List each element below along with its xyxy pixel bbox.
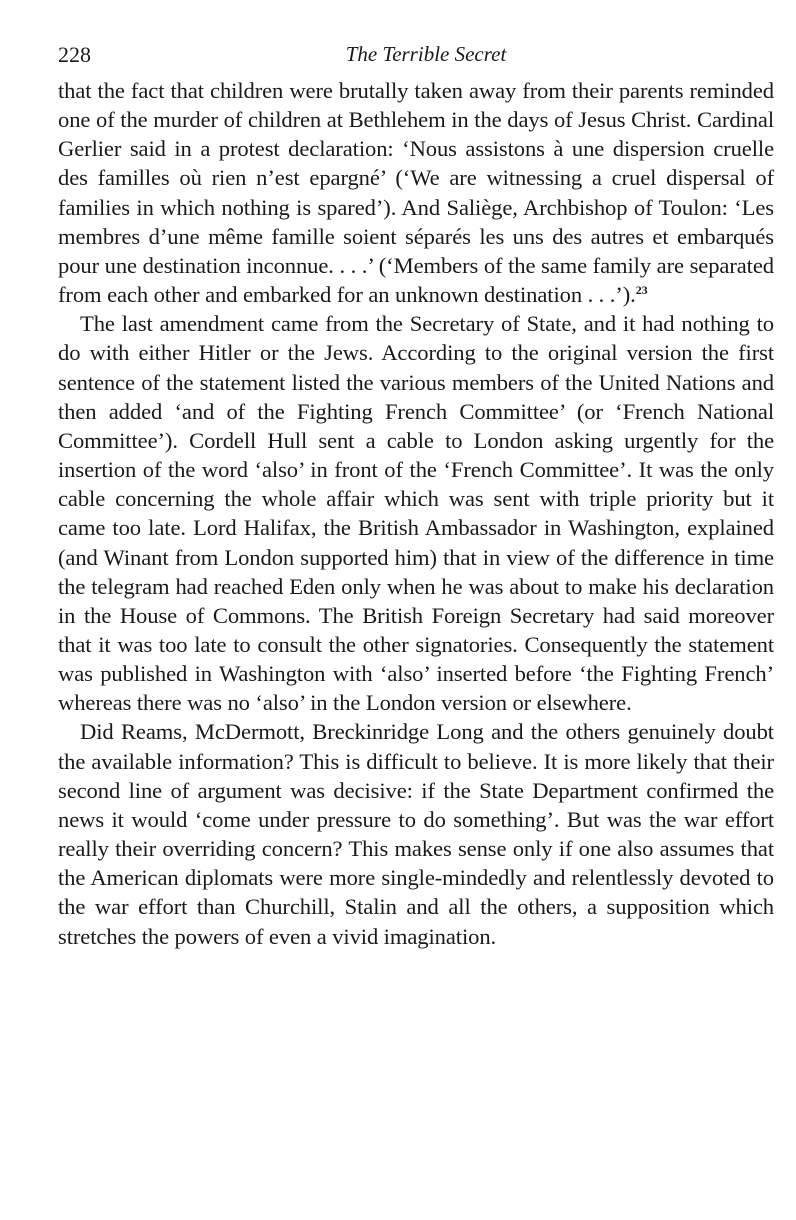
paragraph-1-text: that the fact that children were brutally taken away from their parents reminded one of the murder of children at Bethlehem in the days of Jesus Christ. Cardinal Gerlier said in a protest declaration: ‘Nous assistons à une dispersion cruelle des familles où rien n’est epargné’ (‘We are witnessing a cruel dispersal of families in which nothing is spared’). And Saliège, Archbishop of Toulon: ‘Les membres d’une même famille soient séparés les uns des autres et embarqués pour une destination inconnue. . . .’ (‘Members of the same family are separated from each other and embarked for an unknown destination . . .’). <box>58 78 774 308</box>
paragraph-3: Did Reams, McDermott, Breckinridge Long and the others genuinely doubt the available information? This is difficult to believe. It is more likely that their second line of argument was decisive: if the State Department confirmed the news it would ‘come under pressure to do something’. But was the war effort really their overriding concern? This makes sense only if one also assumes that the American diplomats were more single-mindedly and relentlessly devoted to the war effort than Churchill, Stalin and all the others, a supposition which stretches the powers of even a vivid imagination. <box>58 719 774 949</box>
footnote-marker: 23 <box>635 283 648 298</box>
paragraph-2: The last amendment came from the Secretary of State, and it had nothing to do with either Hitler or the Jews. According to the original version the first sentence of the statement listed the various members of the United Nations and then added ‘and of the Fighting French Committee’ (or ‘French National Committee’). Cordell Hull sent a cable to London asking urgently for the insertion of the word ‘also’ in front of the ‘French Committee’. It was the only cable concerning the whole affair which was sent with triple priority but it came too late. Lord Halifax, the British Ambassador in Washington, explained (and Winant from London supported him) that in view of the difference in time the telegram had reached Eden only when he was about to make his declaration in the House of Commons. The British Foreign Secretary had said moreover that it was too late to consult the other signatories. Consequently the statement was published in Washington with ‘also’ inserted before ‘the Fighting French’ whereas there was no ‘also’ in the London version or elsewhere. <box>58 311 774 716</box>
paragraph-1 <box>58 76 774 309</box>
page-number: 228 <box>58 42 91 67</box>
book-page <box>58 38 774 951</box>
running-head <box>58 38 774 70</box>
body-text <box>58 76 774 951</box>
running-title: The Terrible Secret <box>345 42 507 66</box>
